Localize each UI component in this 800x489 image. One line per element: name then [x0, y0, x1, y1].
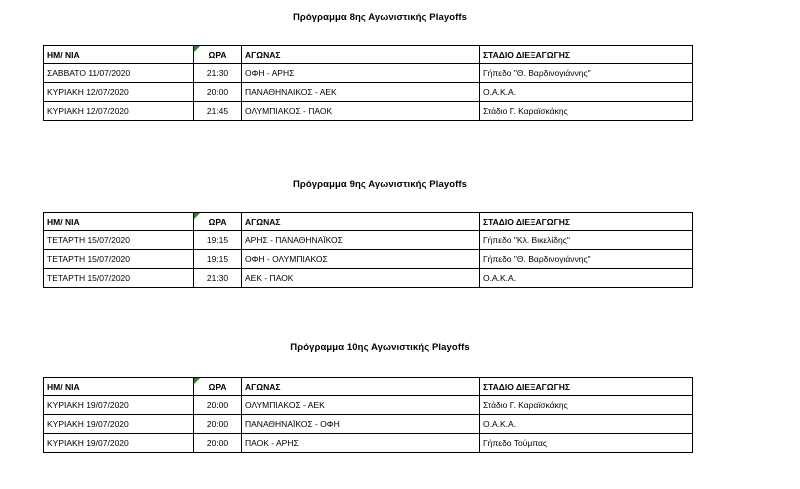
table-row: [44, 83, 693, 102]
header-match: ΑΓΩΝΑΣ: [242, 378, 480, 396]
header-time: ΩΡΑ: [194, 46, 242, 64]
cell-date: ΚΥΡΙΑΚΗ 19/07/2020: [44, 434, 194, 453]
table-header-row: [44, 46, 693, 64]
header-venue: ΣΤΑΔΙΟ ΔΙΕΞΑΓΩΓΗΣ: [480, 46, 693, 64]
cell-date: ΤΕΤΑΡΤΗ 15/07/2020: [44, 269, 194, 288]
header-venue: ΣΤΑΔΙΟ ΔΙΕΞΑΓΩΓΗΣ: [480, 213, 693, 231]
cell-match: ΠΑΝΑΘΗΝΑΪΚΟΣ - ΟΦΗ: [242, 415, 480, 434]
header-time: ΩΡΑ: [194, 378, 242, 396]
cell-time: 21:30: [194, 64, 242, 83]
table-header-row: [44, 378, 693, 396]
cell-match: ΟΛΥΜΠΙΑΚΟΣ - ΠΑΟΚ: [242, 102, 480, 121]
comment-marker-icon: [194, 378, 200, 384]
table-row: [44, 231, 693, 250]
table-row: [44, 269, 693, 288]
cell-time: 20:00: [194, 434, 242, 453]
header-match: ΑΓΩΝΑΣ: [242, 46, 480, 64]
cell-date: ΚΥΡΙΑΚΗ 19/07/2020: [44, 415, 194, 434]
cell-match: ΑΕΚ - ΠΑΟΚ: [242, 269, 480, 288]
cell-date: ΣΑΒΒΑΤΟ 11/07/2020: [44, 64, 194, 83]
cell-venue: Ο.Α.Κ.Α.: [480, 269, 693, 288]
table-row: [44, 64, 693, 83]
cell-match: ΑΡΗΣ - ΠΑΝΑΘΗΝΑΪΚΟΣ: [242, 231, 480, 250]
table-row: [44, 415, 693, 434]
table-row: [44, 396, 693, 415]
cell-match: ΠΑΟΚ - ΑΡΗΣ: [242, 434, 480, 453]
section-title-9: Πρόγραμμα 9ης Αγωνιστικής Playoffs: [292, 179, 468, 190]
cell-time: 19:15: [194, 231, 242, 250]
cell-venue: Γήπεδο "Θ. Βαρδινογιάννης": [480, 250, 693, 269]
cell-time: 19:15: [194, 250, 242, 269]
comment-marker-icon: [194, 46, 200, 52]
cell-date: ΚΥΡΙΑΚΗ 19/07/2020: [44, 396, 194, 415]
cell-date: ΤΕΤΑΡΤΗ 15/07/2020: [44, 231, 194, 250]
table-row: [44, 434, 693, 453]
cell-match: ΠΑΝΑΘΗΝΑΙΚΟΣ - ΑΕΚ: [242, 83, 480, 102]
section-title-10: Πρόγραμμα 10ης Αγωνιστικής Playoffs: [290, 342, 470, 353]
cell-match: ΟΦΗ - ΑΡΗΣ: [242, 64, 480, 83]
cell-time: 20:00: [194, 83, 242, 102]
table-row: [44, 102, 693, 121]
cell-date: ΚΥΡΙΑΚΗ 12/07/2020: [44, 83, 194, 102]
table-row: [44, 250, 693, 269]
cell-venue: Ο.Α.Κ.Α.: [480, 83, 693, 102]
section-title-8: Πρόγραμμα 8ης Αγωνιστικής Playoffs: [292, 12, 468, 23]
cell-time: 21:30: [194, 269, 242, 288]
cell-date: ΤΕΤΑΡΤΗ 15/07/2020: [44, 250, 194, 269]
table-header-row: [44, 213, 693, 231]
cell-date: ΚΥΡΙΑΚΗ 12/07/2020: [44, 102, 194, 121]
header-date: ΗΜ/ ΝΙΑ: [44, 378, 194, 396]
schedule-table-8: [43, 45, 693, 121]
cell-time: 20:00: [194, 396, 242, 415]
cell-venue: Γήπεδο "Κλ. Βικελίδης": [480, 231, 693, 250]
comment-marker-icon: [194, 213, 200, 219]
header-date: ΗΜ/ ΝΙΑ: [44, 46, 194, 64]
header-venue: ΣΤΑΔΙΟ ΔΙΕΞΑΓΩΓΗΣ: [480, 378, 693, 396]
header-date: ΗΜ/ ΝΙΑ: [44, 213, 194, 231]
cell-match: ΟΛΥΜΠΙΑΚΟΣ - ΑΕΚ: [242, 396, 480, 415]
header-time: ΩΡΑ: [194, 213, 242, 231]
cell-venue: Γήπεδο Τούμπας: [480, 434, 693, 453]
schedule-table-9: [43, 212, 693, 288]
cell-time: 21:45: [194, 102, 242, 121]
cell-venue: Ο.Α.Κ.Α.: [480, 415, 693, 434]
cell-venue: Γήπεδο "Θ. Βαρδινογιάννης": [480, 64, 693, 83]
schedule-table-10: [43, 377, 693, 453]
cell-time: 20:00: [194, 415, 242, 434]
header-match: ΑΓΩΝΑΣ: [242, 213, 480, 231]
cell-match: ΟΦΗ - ΟΛΥΜΠΙΑΚΟΣ: [242, 250, 480, 269]
cell-venue: Στάδιο Γ. Καραϊσκάκης: [480, 396, 693, 415]
cell-venue: Στάδιο Γ. Καραϊσκάκης: [480, 102, 693, 121]
